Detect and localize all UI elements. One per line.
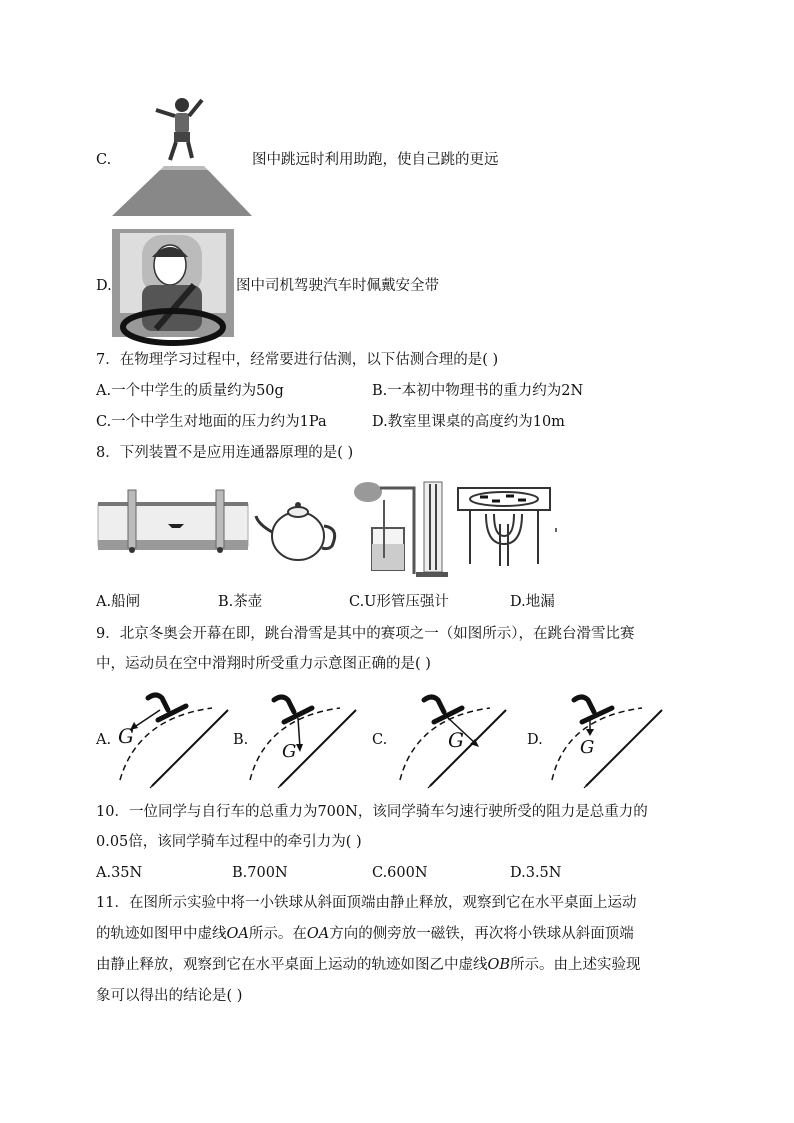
q11-text: 由静止释放，观察到它在水平桌面上运动的轨迹如图乙中虚线	[96, 957, 488, 973]
question-7-option-b: B.一本初中物理书的重力约为2N	[372, 383, 584, 399]
q9-option-c-label: C.	[372, 732, 388, 748]
question-10-option-c: C.600N	[372, 865, 428, 881]
teapot-image	[256, 494, 340, 564]
question-8-option-a: A.船闸	[96, 594, 141, 610]
ski-diagram-d	[546, 688, 666, 788]
q9-option-a-label: A.	[96, 732, 112, 748]
ski-diagram-b	[240, 688, 360, 788]
question-10-option-a: A.35N	[96, 865, 143, 881]
question-9-stem-line2: 中，运动员在空中滑翔时所受重力示意图正确的是( )	[96, 656, 431, 672]
q11-label-oa: OA	[226, 926, 249, 942]
q11-text: 所示。由上述实验现	[510, 957, 641, 973]
question-10-option-b: B.700N	[232, 865, 288, 881]
q9-a-gravity-label: G	[118, 724, 134, 748]
question-8-stem: 8．下列装置不是应用连通器原理的是( )	[96, 445, 354, 461]
question-11-line3	[96, 955, 641, 975]
question-11-line1: 11．在图所示实验中将一小铁球从斜面顶端由静止释放，观察到它在水平桌面上运动	[96, 895, 637, 911]
question-8-option-c: C.U形管压强计	[349, 594, 449, 610]
question-10-stem-line1: 10．一位同学与自行车的总重力为700N，该同学骑车匀速行驶所受的阻力是总重力的	[96, 804, 648, 820]
q11-label-oa: OA	[306, 926, 330, 942]
option-c-text: 图中跳远时利用助跑，使自己跳的更远	[252, 152, 499, 168]
question-11-line2	[96, 924, 634, 944]
q9-option-b-label: B.	[233, 732, 249, 748]
q9-option-d-label: D.	[527, 732, 543, 748]
question-7-option-c: C.一个中学生对地面的压力约为1Pa	[96, 414, 327, 430]
question-7-option-a: A.一个中学生的质量约为50g	[96, 383, 284, 399]
question-11-line4: 象可以得出的结论是( )	[96, 988, 243, 1004]
floor-drain-image	[456, 484, 556, 568]
q11-text: 所示。在	[248, 926, 307, 942]
question-10-option-d: D.3.5N	[510, 865, 562, 881]
option-c-label: C.	[96, 152, 112, 168]
option-d-label: D.	[96, 278, 112, 294]
q9-b-gravity-label: G	[282, 741, 297, 762]
u-tube-manometer-image	[350, 478, 450, 578]
question-10-stem-line2: 0.05倍，该同学骑车过程中的牵引力为( )	[96, 834, 362, 850]
q9-d-gravity-label: G	[580, 737, 595, 758]
question-9-stem-line1: 9．北京冬奥会开幕在即，跳台滑雪是其中的赛项之一（如图所示），在跳台滑雪比赛	[96, 626, 635, 642]
q11-text: 方向的侧旁放一磁铁，再次将小铁球从斜面顶端	[329, 926, 634, 942]
q11-text: 的轨迹如图甲中虚线	[96, 926, 227, 942]
question-7-stem: 7．在物理学习过程中，经常要进行估测，以下估测合理的是( )	[96, 352, 499, 368]
ship-lock-image	[98, 484, 248, 564]
question-7-option-d: D.教室里课桌的高度约为10m	[372, 414, 565, 430]
q11-label-ob: OB	[487, 957, 511, 973]
question-8-option-d: D.地漏	[510, 594, 555, 610]
long-jump-image	[112, 96, 252, 216]
option-d-text: 图中司机驾驶汽车时佩戴安全带	[236, 278, 439, 294]
driver-seatbelt-image	[112, 229, 234, 337]
question-8-option-b: B.茶壶	[218, 594, 263, 610]
q9-c-gravity-label: G	[448, 728, 464, 752]
